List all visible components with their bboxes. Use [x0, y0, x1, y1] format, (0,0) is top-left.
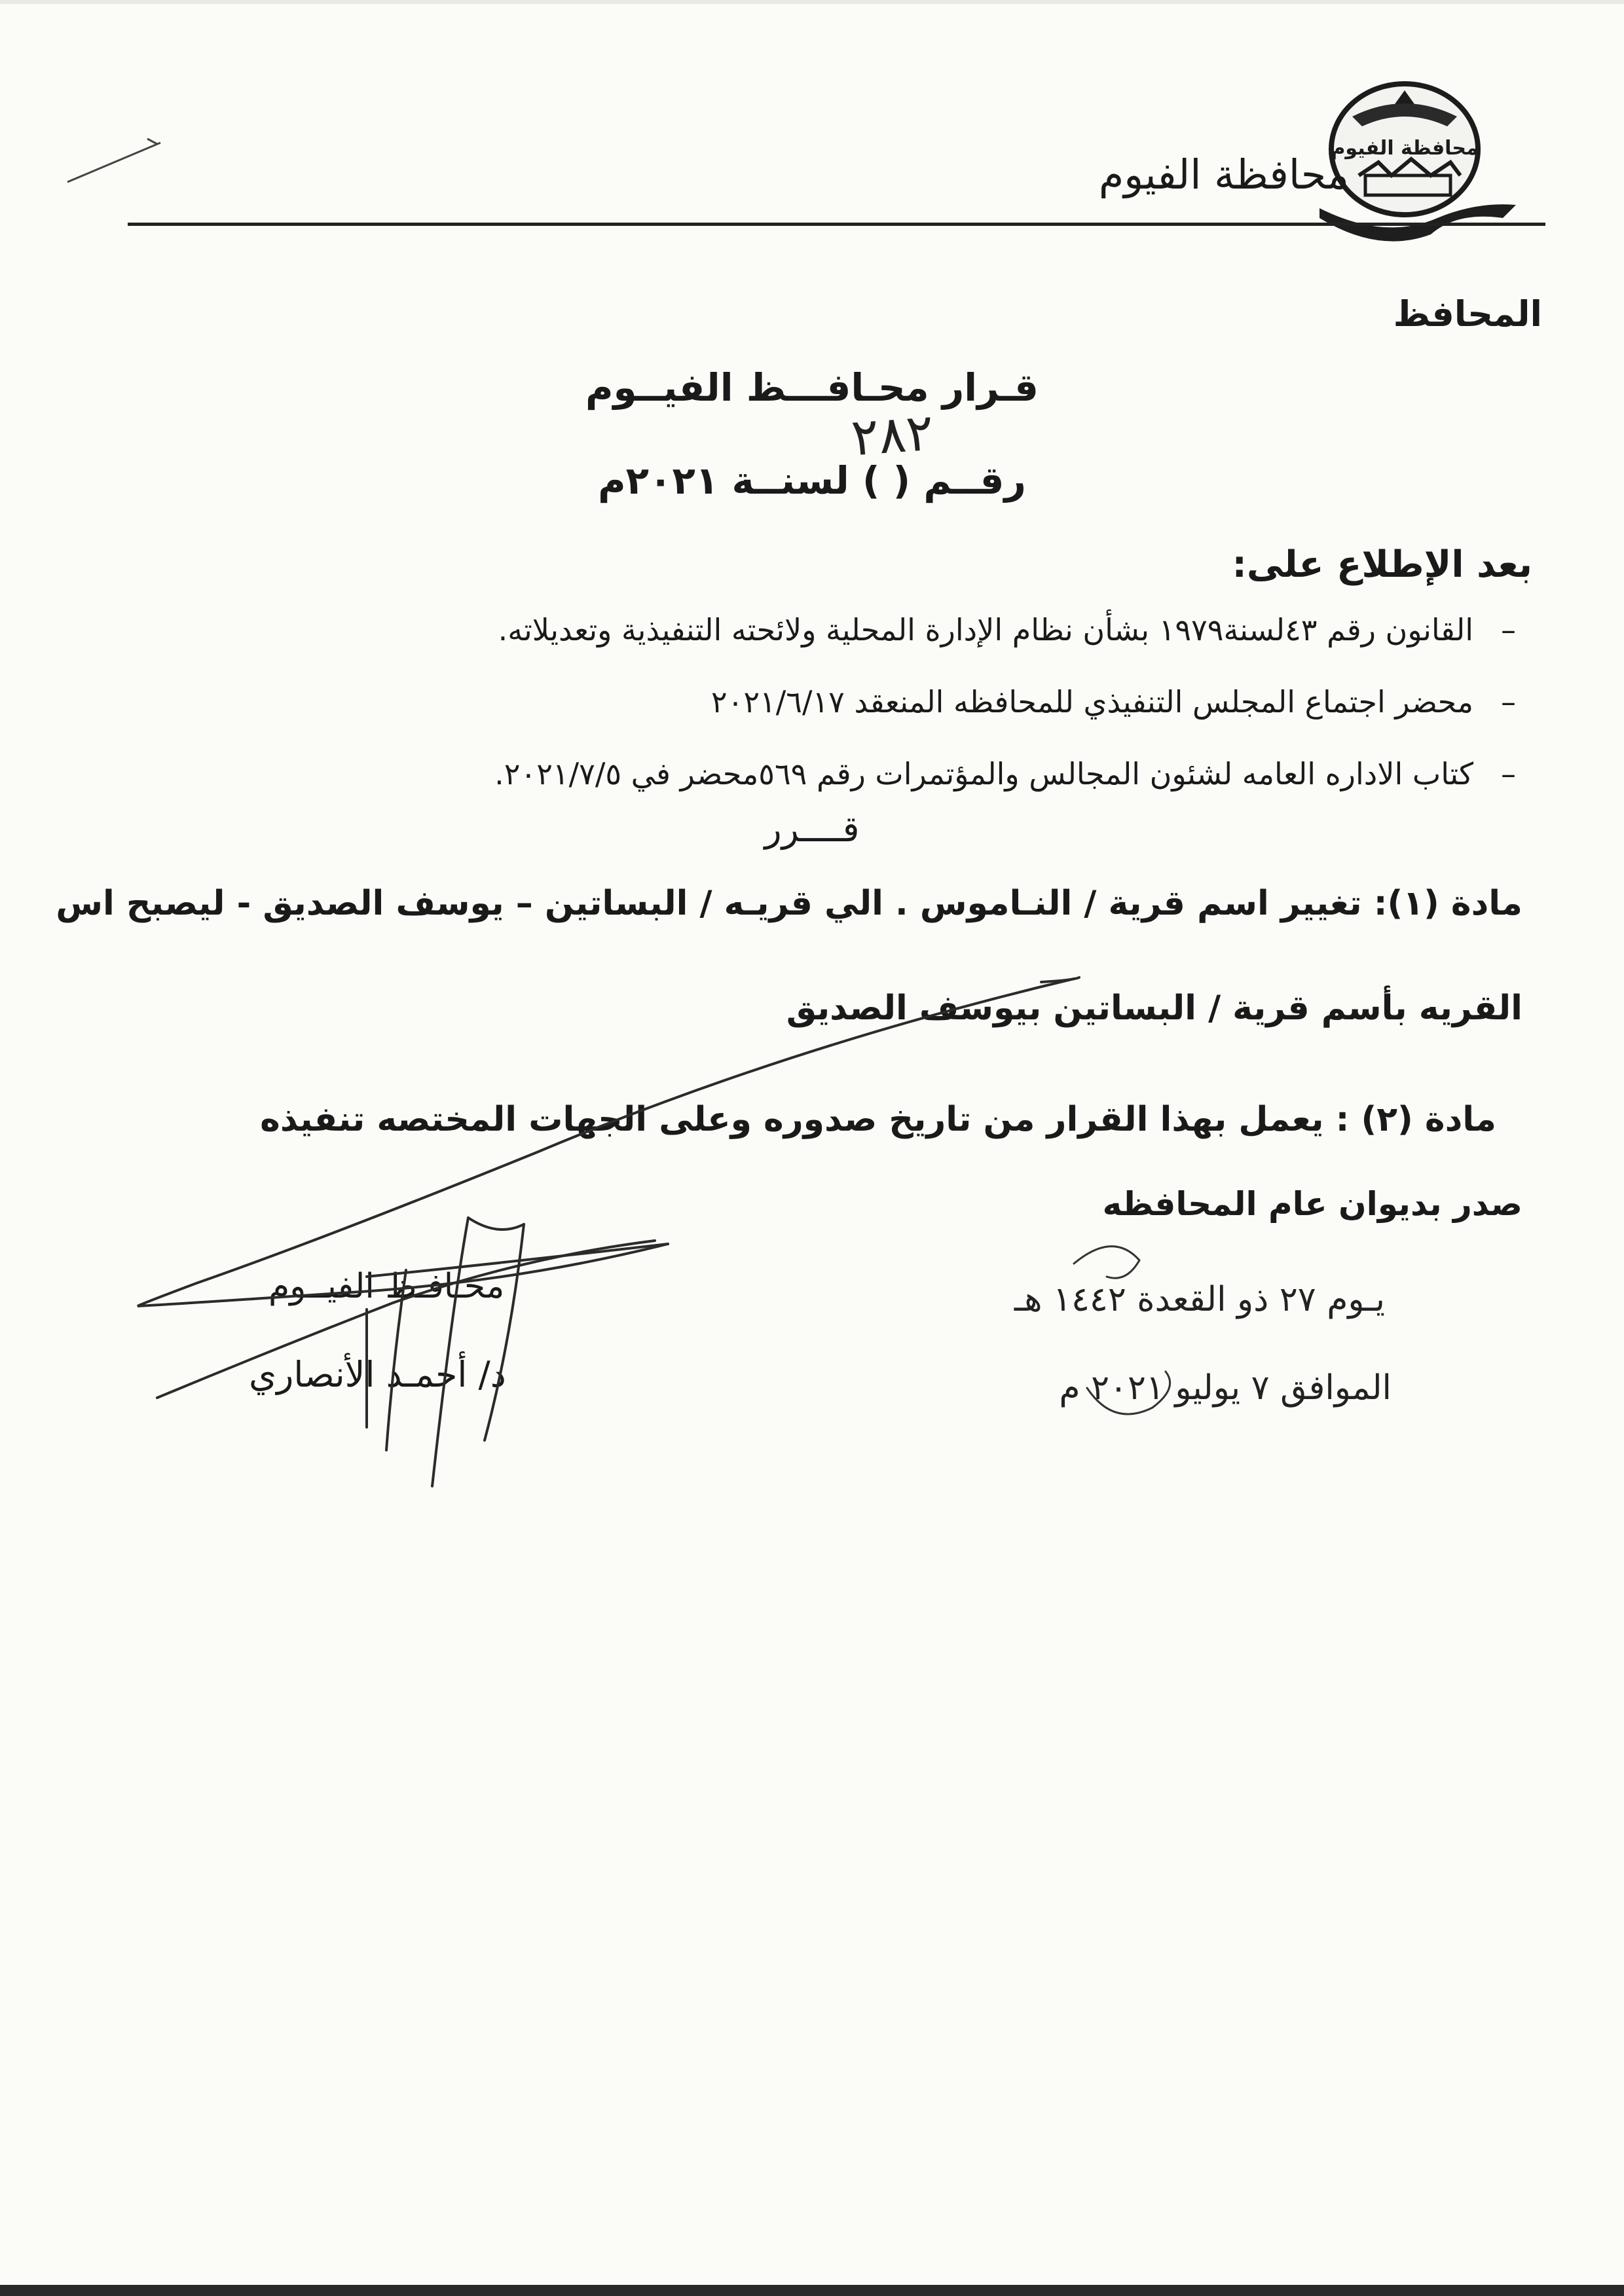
decree-number-line: رقــم ( ) لسنــة ٢٠٢١م [598, 458, 1026, 503]
reference-item: – كتاب الاداره العامه لشئون المجالس والمؤتمرات رقم ٥٦٩محضر في ٢٠٢١/٧/٥. [494, 756, 1473, 792]
office-label: المحافظ [1393, 293, 1542, 335]
decided-heading: قــــرر [764, 809, 860, 850]
article-2: مادة (٢) : يعمل بهذا القرار من تاريخ صدوره وعلى الجهات المختصه تنفيذه [260, 1100, 1496, 1139]
issued-at: صدر بديوان عام المحافظه [1102, 1185, 1522, 1223]
preamble-heading: بعد الإطلاع على: [1232, 543, 1532, 586]
emblem-lettering: محافظة الفيوم [1331, 137, 1479, 160]
decree-title: قـرار محـافـــظ الفيــوم [585, 365, 1039, 410]
handwritten-decree-number: ٢٨٢ [849, 403, 936, 468]
reference-item: – القانون رقم ٤٣لسنة١٩٧٩ بشأن نظام الإدارة المحلية ولائحته التنفيذية وتعديلاته. [498, 612, 1473, 647]
article-1-line-2: القريه بأسم قرية / البساتين بيوسف الصديق [786, 989, 1522, 1028]
signatory-name: د/ أحمـد الأنصاري [249, 1354, 506, 1395]
reference-item: – محضر اجتماع المجلس التنفيذي للمحافظه المنعقد ٢٠٢١/٦/١٧ [711, 684, 1473, 720]
header-divider [128, 223, 1545, 226]
gregorian-date: الموافق ٧ يوليو ٢٠٢١ م [1059, 1368, 1392, 1408]
signatory-title: محـافـظ الفيــوم [268, 1267, 505, 1306]
hijri-date: يـوم ٢٧ ذو القعدة ١٤٤٢ هـ [1014, 1280, 1385, 1319]
article-1-line-1: مادة (١): تغيير اسم قرية / النـاموس . الي قريـه / البساتين – يوسف الصديق - ليصبح اس [56, 884, 1522, 923]
pen-mark [62, 131, 167, 190]
governorate-header: محافظة الفيوم [1098, 151, 1349, 198]
